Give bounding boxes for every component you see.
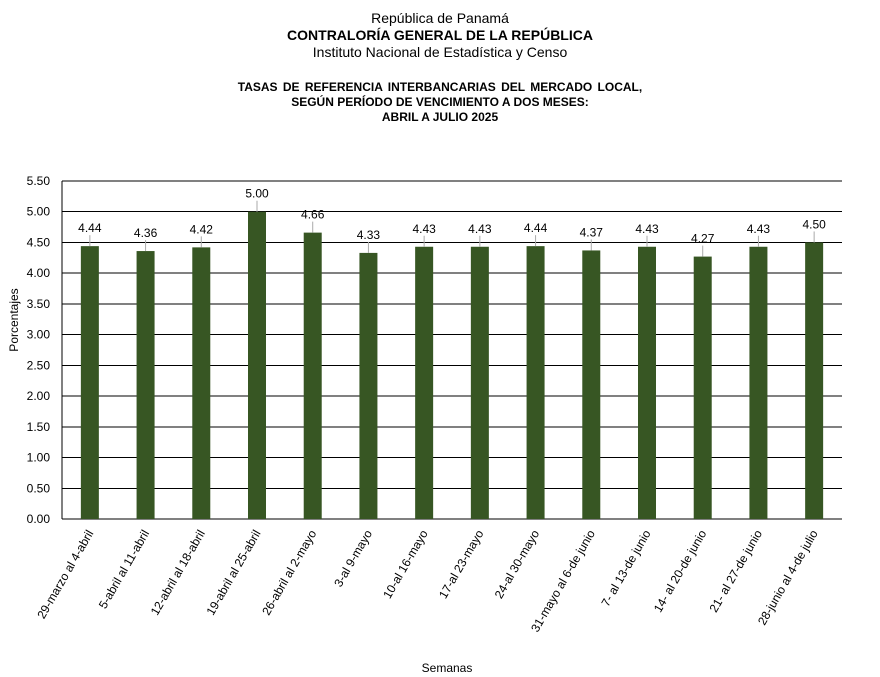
bar [527,246,545,519]
x-tick-label: 14- al 20-de junio [650,527,710,615]
bar [137,251,155,519]
x-tick-label: 10-al 16-mayo [380,527,431,601]
x-tick-label: 3-al 9-mayo [331,527,376,590]
value-label: 4.43 [412,221,436,236]
bar [749,247,767,519]
bar [81,246,99,519]
y-tick-label: 2.00 [26,389,50,404]
value-label: 4.42 [189,222,213,237]
value-label: 4.27 [691,231,715,246]
x-tick-label: 31-mayo al 6-de junio [528,527,598,635]
x-tick-label: 5-abril al 11-abril [95,527,153,612]
chart-title-line-1: TASAS DE REFERENCIA INTERBANCARIAS DEL MERCADO LOCAL, [237,80,643,94]
x-tick-label: 28-junio al 4-de julio [754,527,821,628]
x-tick-label: 26-abril al 2-mayo [259,527,320,618]
x-tick-label: 19-abril al 25-abril [203,527,264,618]
y-tick-label: 0.00 [26,512,50,526]
gridlines [62,181,842,519]
x-tick-label: 17-al 23-mayo [435,527,487,601]
x-tick-label: 12-abril al 18-abril [147,527,208,618]
value-label: 4.66 [301,207,325,222]
y-tick-label: 3.00 [26,327,50,342]
y-tick-label: 1.50 [26,419,50,434]
value-label: 4.36 [133,226,158,241]
value-labels [78,187,826,246]
y-tick-label: 5.50 [26,174,50,188]
value-label: 4.43 [468,221,492,236]
header-institute: Instituto Nacional de Estadística y Censo [312,44,568,60]
bar [582,250,600,519]
bar [415,247,433,519]
value-label: 4.33 [356,227,381,242]
bar [248,212,266,519]
value-label: 4.37 [579,225,603,240]
y-tick-label: 2.50 [26,358,50,373]
bar [192,247,210,519]
value-label: 4.44 [523,221,548,236]
x-tick-label: 24-al 30-mayo [491,527,543,601]
value-label: 4.44 [78,221,102,236]
bar [304,233,322,519]
chart-title-line-2: SEGÚN PERÍODO DE VENCIMIENTO A DOS MESES: [291,95,589,109]
y-tick-label: 3.50 [26,296,50,311]
bar [694,257,712,519]
y-tick-label: 4.50 [26,235,50,250]
y-axis-tick-labels [27,174,51,526]
value-label: 4.43 [635,221,659,236]
bar [471,247,489,519]
value-label: 4.43 [746,221,771,236]
x-tick-label: 21- al 27-de junio [706,527,766,615]
bar [638,247,656,519]
value-label: 5.00 [245,186,269,201]
header-republic: República de Panamá [371,10,509,26]
x-axis-title: Semanas [421,661,473,675]
y-tick-label: 1.00 [26,450,50,465]
bar [805,242,823,519]
value-label: 4.50 [802,217,826,232]
y-tick-label: 4.00 [26,266,50,281]
x-tick-label: 29-marzo al 4-abril [34,527,97,622]
chart-title-line-3: ABRIL A JULIO 2025 [381,110,499,124]
header-institution: CONTRALORÍA GENERAL DE LA REPÚBLICA [287,27,593,43]
y-tick-label: 5.00 [26,204,50,219]
y-axis-title: Porcentajes [7,288,21,352]
x-tick-label: 7- al 13-de junio [598,527,654,610]
bar [359,253,377,519]
y-tick-label: 0.50 [26,481,50,496]
x-axis-tick-labels [34,527,821,634]
